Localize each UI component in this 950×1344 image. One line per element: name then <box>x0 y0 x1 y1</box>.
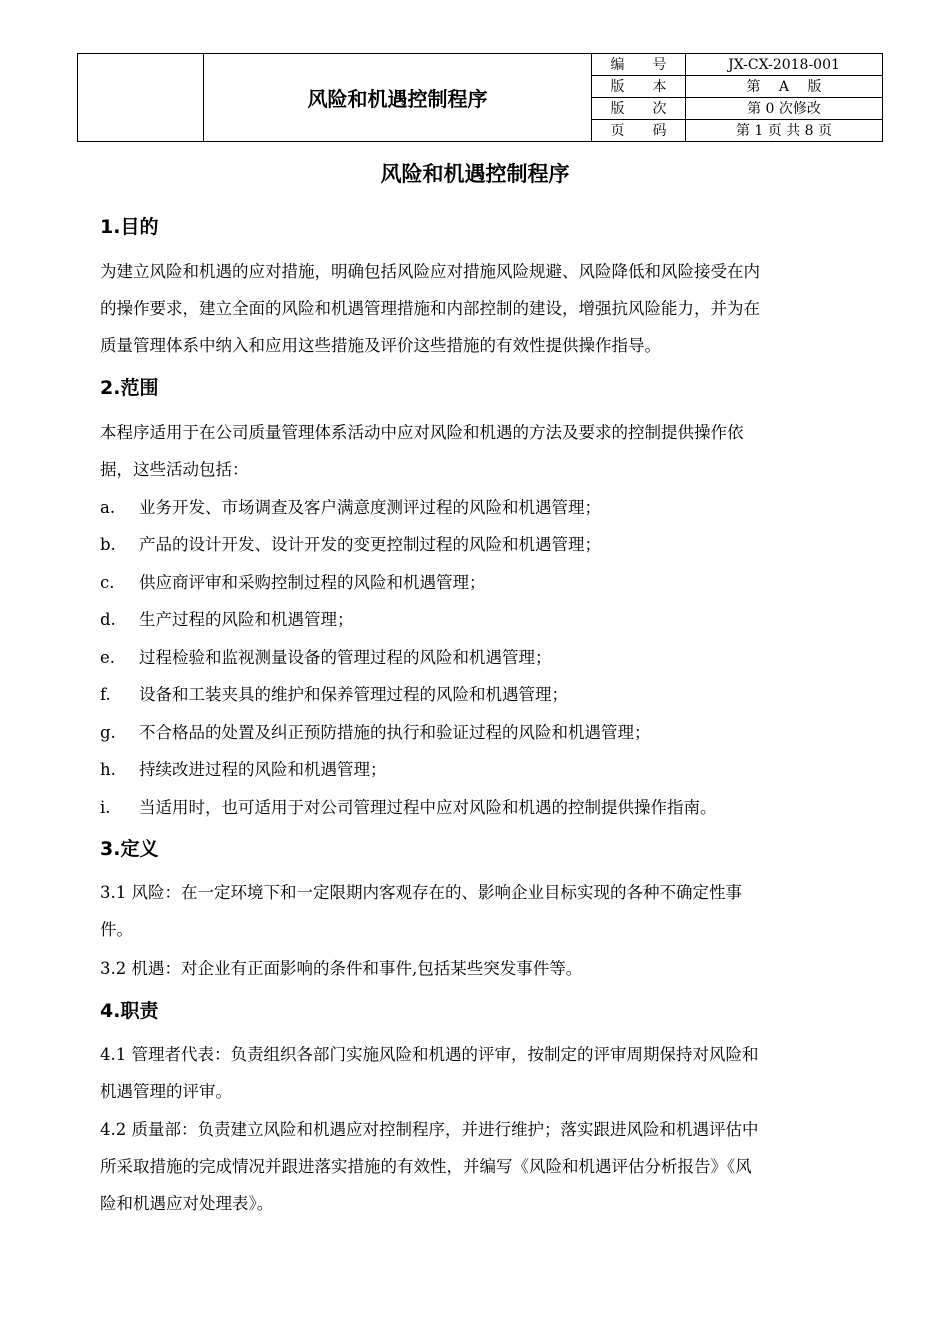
document-title: 风险和机遇控制程序 <box>380 162 570 186</box>
doc-number-value: JX-CX-2018-001 <box>686 54 883 76</box>
paragraph-line: 3.1 风险：在一定环境下和一定限期内客观存在的、影响企业目标实现的各种不确定性事 <box>100 883 742 902</box>
list-marker: h. <box>100 760 116 779</box>
paragraph-line: 4.2 质量部：负责建立风险和机遇应对控制程序，并进行维护；落实跟进风险和机遇评估中 <box>100 1120 759 1139</box>
page-label: 页 码 <box>592 120 686 142</box>
list-item <box>100 489 870 527</box>
page-value: 第 1 页 共 8 页 <box>686 120 883 142</box>
list-item-text: 产品的设计开发、设计开发的变更控制过程的风险和机遇管理； <box>139 535 601 554</box>
revision-label: 版 次 <box>592 98 686 120</box>
header-title: 风险和机遇控制程序 <box>204 54 592 142</box>
list-marker: b. <box>100 535 116 554</box>
list-item-text: 业务开发、市场调查及客户满意度测评过程的风险和机遇管理； <box>139 498 601 517</box>
paragraph-line: 4.1 管理者代表：负责组织各部门实施风险和机遇的评审，按制定的评审周期保持对风险和 <box>100 1045 759 1064</box>
list-item-text: 过程检验和监视测量设备的管理过程的风险和机遇管理； <box>139 648 552 667</box>
list-item <box>100 676 870 714</box>
list-item <box>100 564 870 602</box>
list-item-text: 生产过程的风险和机遇管理； <box>139 610 354 629</box>
document-header-table <box>77 53 883 142</box>
section-heading-definitions: 3.定义 <box>100 838 159 860</box>
edition-value: 第 A 版 <box>686 76 883 98</box>
list-marker: f. <box>100 685 111 704</box>
list-item-text: 设备和工装夹具的维护和保养管理过程的风险和机遇管理； <box>139 685 568 704</box>
list-item <box>100 789 870 827</box>
paragraph-line: 据，这些活动包括： <box>100 460 249 479</box>
paragraph-line: 险和机遇应对处理表》。 <box>100 1194 274 1213</box>
list-item <box>100 751 870 789</box>
list-item <box>100 639 870 677</box>
paragraph-line: 本程序适用于在公司质量管理体系活动中应对风险和机遇的方法及要求的控制提供操作依 <box>100 423 744 442</box>
logo-cell <box>78 54 204 142</box>
list-marker: e. <box>100 648 116 667</box>
paragraph-line: 为建立风险和机遇的应对措施，明确包括风险应对措施风险规避、风险降低和风险接受在内 <box>100 262 760 281</box>
list-item-text: 持续改进过程的风险和机遇管理； <box>139 760 387 779</box>
section-heading-responsibilities: 4.职责 <box>100 1000 159 1022</box>
paragraph-line: 3.2 机遇：对企业有正面影响的条件和事件,包括某些突发事件等。 <box>100 959 583 978</box>
list-item <box>100 714 870 752</box>
section-heading-scope: 2.范围 <box>100 377 159 399</box>
paragraph-line: 的操作要求，建立全面的风险和机遇管理措施和内部控制的建设，增强抗风险能力，并为在 <box>100 299 760 318</box>
list-item <box>100 526 870 564</box>
paragraph-line: 件。 <box>100 920 133 939</box>
section-heading-purpose: 1.目的 <box>100 216 159 238</box>
list-marker: a. <box>100 498 116 517</box>
paragraph-line: 机遇管理的评审。 <box>100 1082 232 1101</box>
list-marker: c. <box>100 573 115 592</box>
list-item-text: 供应商评审和采购控制过程的风险和机遇管理； <box>139 573 486 592</box>
paragraph-line: 质量管理体系中纳入和应用这些措施及评价这些措施的有效性提供操作指导。 <box>100 336 661 355</box>
list-marker: g. <box>100 723 116 742</box>
paragraph-line: 所采取措施的完成情况并跟进落实措施的有效性，并编写《风险和机遇评估分析报告》《风 <box>100 1157 752 1176</box>
list-item-text: 当适用时，也可适用于对公司管理过程中应对风险和机遇的控制提供操作指南。 <box>139 798 717 817</box>
doc-number-label: 编 号 <box>592 54 686 76</box>
list-item-text: 不合格品的处置及纠正预防措施的执行和验证过程的风险和机遇管理； <box>139 723 651 742</box>
list-marker: d. <box>100 610 116 629</box>
list-item <box>100 601 870 639</box>
edition-label: 版 本 <box>592 76 686 98</box>
list-marker: i. <box>100 798 111 817</box>
revision-value: 第 0 次修改 <box>686 98 883 120</box>
